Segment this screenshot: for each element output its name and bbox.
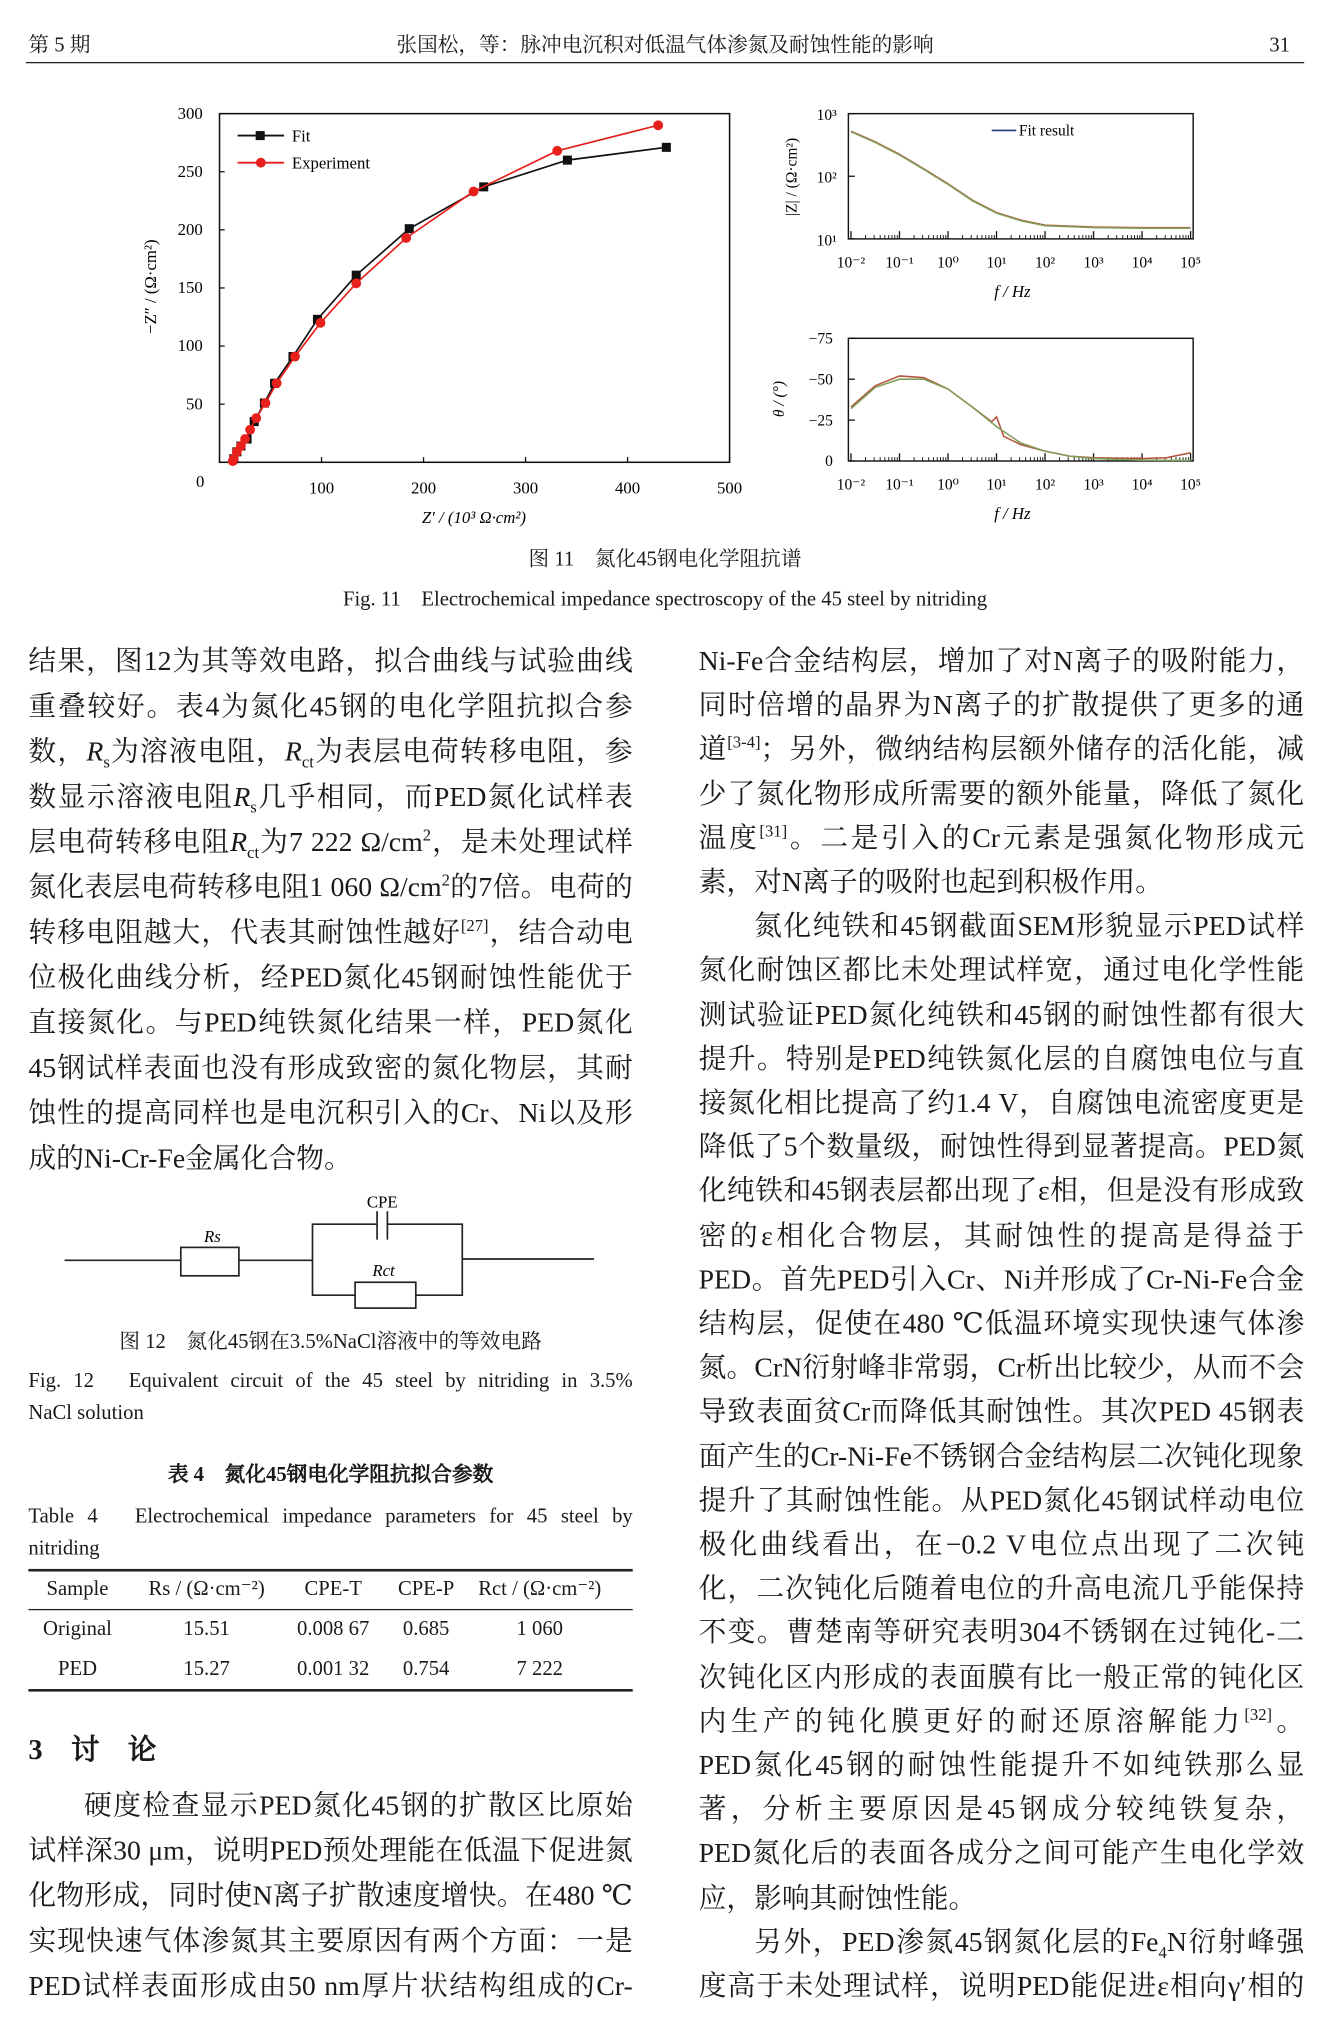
equivalent-circuit	[0, 1162, 671, 1317]
data-point-experiment	[351, 278, 361, 288]
text-run: 为表层电荷转移电阻，参	[313, 736, 633, 768]
text-line: 素，对N离子的吸附也起到积极作用。	[698, 866, 1163, 898]
y-tick-label: 50	[185, 394, 203, 414]
cell-cpe-p: 0.685	[402, 1617, 450, 1640]
col-header-rs: Rs / (Ω·cm⁻²)	[148, 1577, 265, 1600]
subscript: s	[250, 798, 257, 817]
fig11-caption-en: Fig. 11 Electrochemical impedance spectroscopy of the 45 steel by nitriding	[342, 588, 988, 611]
y-tick-label: 300	[177, 103, 203, 123]
series-line-fit-result	[851, 132, 1191, 228]
text-run: ；另外，微纳结构层额外储存的活化能，减	[760, 733, 1305, 765]
text-line: 导致表面贫Cr而降低其耐蚀性。其次PED 45钢表	[698, 1396, 1305, 1428]
text-line: 蚀性的提高同样也是电沉积引入的Cr、Ni以及形	[28, 1097, 633, 1129]
y-tick-label: 150	[177, 278, 203, 298]
col-header-sample: Sample	[46, 1577, 109, 1600]
text-run: 几乎相同，而PED氮化试样表	[256, 781, 633, 813]
text-line: 成的Ni-Cr-Fe金属化合物。	[28, 1142, 352, 1174]
wire	[387, 1224, 462, 1295]
text-run: 内生产的钝化膜更好的耐还原溶解能力	[698, 1705, 1245, 1737]
y-tick-label: 100	[177, 336, 203, 356]
running-title: 张国松，等：脉冲电沉积对低温气体渗氮及耐蚀性能的影响	[396, 34, 934, 57]
text-line: 同时倍增的晶界为N离子的扩散提供了更多的通	[698, 689, 1305, 721]
italic-symbol: R	[284, 736, 302, 768]
x-tick-label: 500	[717, 478, 743, 498]
italic-symbol: R	[233, 781, 251, 813]
x-tick-label: 10²	[1034, 476, 1056, 494]
cell-rs: 15.27	[183, 1658, 230, 1680]
text-line	[28, 913, 632, 952]
cpe-label: CPE	[366, 1192, 398, 1212]
data-point-experiment	[653, 120, 663, 130]
fig12-caption-cn: 图 12 氮化45钢在3.5%NaCl溶液中的等效电路	[119, 1331, 542, 1354]
x-axis-label: f / Hz	[994, 281, 1031, 301]
text-line: 降低了5个数量级，耐蚀性得到显著提高。PED氮	[698, 1131, 1305, 1163]
y-tick-label: 200	[177, 220, 203, 240]
x-tick-label: 10⁵	[1180, 254, 1202, 272]
data-point-fit	[662, 143, 671, 152]
subscript: ct	[247, 843, 260, 862]
data-point-experiment	[272, 378, 282, 388]
text-line: 提升。特别是PED纯铁氮化层的自腐蚀电位与直	[698, 1043, 1305, 1075]
fig11-charts	[0, 0, 1330, 542]
legend-marker-square	[256, 131, 265, 140]
text-run: 层电荷转移电阻	[28, 826, 231, 858]
x-tick-label: 300	[512, 478, 539, 498]
y-tick-label: 10¹	[816, 232, 837, 250]
text-line: 化，二次钝化后随着电位的升高电流几乎能保持	[698, 1573, 1305, 1605]
y-tick-label: 10²	[816, 169, 837, 187]
text-line: 结果，图12为其等效电路，拟合曲线与试验曲线	[28, 645, 633, 677]
text-line: 化物形成，同时使N离子扩散速度增快。在480 ℃	[28, 1880, 633, 1912]
x-tick-label: 10³	[1083, 476, 1104, 494]
text-line: 接氮化相比提高了约1.4 V，自腐蚀电流密度更是	[698, 1087, 1305, 1119]
citation-superscript: [32]	[1244, 1705, 1273, 1724]
table4-title-cn: 表 4 氮化45钢电化学阻抗拟合参数	[167, 1464, 494, 1487]
cell-sample: Original	[43, 1617, 112, 1640]
text-line: 45钢试样表面也没有形成致密的氮化物层，其耐	[28, 1052, 633, 1084]
text-line: 测试验证PED氮化纯铁和45钢的耐蚀性都有很大	[698, 998, 1305, 1030]
cell-cpe-p: 0.754	[402, 1658, 450, 1680]
text-line: 提升了其耐蚀性能。从PED氮化45钢试样动电位	[698, 1484, 1305, 1516]
data-point-fit	[563, 156, 572, 165]
subscript: s	[103, 753, 110, 772]
y-axis-label: θ / (°)	[770, 380, 788, 418]
text-run: 道	[698, 733, 728, 765]
citation-superscript: [31]	[759, 822, 788, 841]
col-header-cpe-p: CPE-P	[397, 1577, 455, 1600]
data-point-fit	[352, 271, 361, 280]
text-line	[699, 818, 1305, 857]
text-line: 实现快速气体渗氮其主要原因有两个方面：一是	[28, 1925, 633, 1957]
text-line: 氮。CrN衍射峰非常弱，Cr析出比较少，从而不会	[698, 1352, 1305, 1384]
x-tick-label: 10⁻¹	[885, 254, 914, 272]
text-line: 试样深30 μm，说明PED预处理能在低温下促进氮	[28, 1834, 633, 1866]
rct-label: Rct	[372, 1260, 395, 1280]
y-tick-label: −75	[808, 330, 833, 348]
text-line: 位极化曲线分析，经PED氮化45钢耐蚀性能优于	[28, 962, 633, 994]
table-top-rule	[28, 1569, 632, 1572]
citation-superscript: [27]	[460, 916, 489, 935]
text-line: 不变。曹楚南等研究表明304不锈钢在过钝化-二	[698, 1617, 1305, 1649]
text-line	[28, 823, 632, 862]
text-line: 重叠较好。表4为氮化45钢的电化学阻抗拟合参	[28, 690, 633, 722]
table-bottom-rule	[28, 1689, 632, 1692]
y-axis-label: −Z″ / (Ω·cm²)	[141, 239, 161, 334]
x-axis-label: f / Hz	[994, 504, 1031, 524]
x-tick-label: 10⁵	[1180, 476, 1202, 494]
text-line: 密的ε相化合物层，其耐蚀性的提高是得益于	[698, 1219, 1305, 1251]
y-tick-label: 250	[177, 161, 203, 181]
text-line: 应，影响其耐蚀性能。	[698, 1882, 977, 1914]
subscript: ct	[301, 753, 314, 772]
x-tick-label: 0	[195, 471, 205, 491]
data-point-experiment	[261, 398, 271, 408]
table-header-rule	[28, 1609, 632, 1610]
table4-title-en-cont: nitriding	[28, 1537, 100, 1560]
series-line-experiment	[851, 131, 1191, 227]
text-run: N衍射峰强	[1166, 1926, 1305, 1958]
x-tick-label: 10³	[1083, 254, 1104, 272]
x-tick-label: 200	[410, 478, 437, 498]
text-run: 为溶液电阻，	[109, 736, 285, 768]
series-line-experiment	[233, 125, 658, 461]
text-line: 直接氮化。与PED纯铁氮化结果一样，PED氮化	[28, 1007, 633, 1039]
text-line: 硬度检查显示PED氮化45钢的扩散区比原始	[83, 1789, 633, 1821]
text-line: 面产生的Cr-Ni-Fe不锈钢合金结构层二次钝化现象	[698, 1440, 1305, 1472]
text-run: 另外，PED渗氮45钢氮化层的Fe	[754, 1926, 1159, 1958]
text-run: 的7倍。电荷的	[449, 871, 633, 903]
text-line: PED试样表面形成由50 nm厚片状结构组成的Cr-	[28, 1970, 633, 2002]
resistor-rs	[181, 1247, 239, 1275]
resistor-rct	[355, 1282, 416, 1308]
text-line: 少了氮化物形成所需要的额外能量，降低了氮化	[698, 778, 1305, 810]
series-line-fit	[234, 147, 667, 458]
fig12-caption-en-cont: NaCl solution	[28, 1402, 144, 1425]
cell-cpe-t: 0.008 67	[296, 1617, 370, 1640]
data-point-experiment	[245, 425, 255, 435]
data-point-experiment	[251, 413, 261, 423]
y-tick-label: 0	[825, 453, 833, 471]
text-line: 著，分析主要原因是45钢成分较纯铁复杂，	[698, 1793, 1305, 1825]
text-run: 。	[1272, 1705, 1305, 1737]
text-run: 氮化表层电荷转移电阻1 060 Ω/cm	[28, 871, 442, 903]
data-point-experiment	[240, 434, 250, 444]
text-run: 转移电阻越大，代表其耐蚀性越好	[28, 916, 461, 948]
x-tick-label: 100	[308, 478, 335, 498]
x-tick-label: 10⁻²	[836, 476, 866, 494]
data-point-fit	[405, 224, 414, 233]
x-axis-label: Z′ / (10³ Ω·cm²)	[421, 507, 526, 527]
cell-rs: 15.51	[183, 1617, 230, 1640]
rs-label: Rs	[204, 1227, 221, 1247]
text-line	[699, 1922, 1305, 1961]
text-run: 数显示溶液电阻	[28, 781, 234, 813]
text-line	[28, 732, 632, 771]
text-line: 化纯铁和45钢表层都出现了ε相，但是没有形成致	[698, 1175, 1305, 1207]
x-tick-label: 10¹	[986, 476, 1007, 494]
text-line: 次钝化区内形成的表面膜有比一般正常的钝化区	[698, 1661, 1305, 1693]
text-line: PED氮化45钢的耐蚀性能提升不如纯铁那么显	[698, 1749, 1305, 1781]
text-line	[699, 730, 1305, 769]
cell-sample: PED	[57, 1658, 97, 1680]
text-run: 温度	[698, 822, 760, 854]
x-tick-label: 10⁴	[1131, 476, 1153, 494]
x-tick-label: 10⁻¹	[885, 476, 914, 494]
col-header-rct: Rct / (Ω·cm⁻²)	[478, 1577, 602, 1600]
data-point-experiment	[316, 318, 326, 328]
cell-rct: 7 222	[516, 1658, 564, 1680]
y-tick-label: 10³	[816, 107, 837, 125]
x-tick-label: 10⁴	[1131, 254, 1153, 272]
text-run: 数，	[28, 736, 87, 768]
series-line-experiment	[851, 376, 1191, 459]
text-line: 极化曲线看出，在−0.2 V电位点出现了二次钝	[698, 1528, 1305, 1560]
col-header-cpe-t: CPE-T	[304, 1577, 362, 1600]
cell-rct: 1 060	[516, 1617, 564, 1640]
text-line	[28, 868, 632, 907]
x-tick-label: 400	[614, 478, 641, 498]
legend-label: Fit	[291, 126, 311, 146]
text-line	[28, 777, 632, 816]
y-tick-label: −25	[808, 412, 833, 430]
citation-superscript: 2	[422, 826, 432, 845]
text-line: Ni-Fe合金结构层，增加了对N离子的吸附能力，	[698, 645, 1305, 677]
text-line	[699, 1702, 1305, 1741]
cell-cpe-t: 0.001 32	[296, 1658, 370, 1680]
y-tick-label: −50	[808, 371, 833, 389]
data-point-experiment	[290, 352, 300, 362]
table4-title-en: Table 4 Electrochemical impedance parameters for 45 steel by	[28, 1505, 633, 1528]
x-tick-label: 10⁰	[937, 476, 959, 494]
y-axis-label: |Z| / (Ω·cm²)	[783, 137, 801, 217]
citation-superscript: [3-4]	[727, 733, 761, 752]
legend-label: Fit result	[1018, 122, 1075, 140]
citation-superscript: 2	[441, 871, 450, 890]
wire	[312, 1224, 377, 1295]
text-line: 结构层，促使在480 ℃低温环境实现快速气体渗	[698, 1308, 1305, 1340]
section-heading: 3 讨 论	[28, 1732, 157, 1766]
x-tick-label: 10²	[1034, 254, 1056, 272]
text-line: 度高于未处理试样，说明PED能促进ε相向γ′相的	[698, 1970, 1305, 2002]
text-line: 氮化耐蚀区都比未处理试样宽，通过电化学性能	[698, 954, 1305, 986]
legend-marker-circle	[256, 158, 266, 168]
italic-symbol: R	[230, 826, 248, 858]
text-run: ，结合动电	[488, 916, 633, 948]
series-line-fit-result	[851, 379, 1191, 460]
x-tick-label: 10⁰	[937, 254, 959, 272]
text-line: PED。首先PED引入Cr、Ni并形成了Cr-Ni-Fe合金	[698, 1263, 1305, 1295]
text-run: 为7 222 Ω/cm	[259, 826, 423, 858]
text-run: ，是未处理试样	[431, 826, 633, 858]
text-line: PED氮化后的表面各成分之间可能产生电化学效	[698, 1838, 1305, 1870]
x-tick-label: 10⁻²	[836, 254, 866, 272]
subscript: 4	[1158, 1943, 1167, 1962]
data-point-experiment	[469, 187, 479, 197]
fig11-caption-cn: 图 11 氮化45钢电化学阻抗谱	[528, 548, 802, 571]
text-run: 。二是引入的Cr元素是强氮化物形成元	[787, 822, 1305, 854]
x-tick-label: 10¹	[986, 254, 1007, 272]
issue-number: 第 5 期	[28, 34, 91, 57]
page-number: 31	[1269, 34, 1291, 57]
italic-symbol: R	[86, 736, 104, 768]
legend-label: Experiment	[291, 153, 371, 173]
text-line: 氮化纯铁和45钢截面SEM形貌显示PED试样	[754, 910, 1305, 942]
data-point-experiment	[401, 233, 411, 243]
data-point-experiment	[552, 146, 562, 156]
fig12-caption-en: Fig. 12 Equivalent circuit of the 45 steel by nitriding in 3.5%	[28, 1370, 633, 1393]
